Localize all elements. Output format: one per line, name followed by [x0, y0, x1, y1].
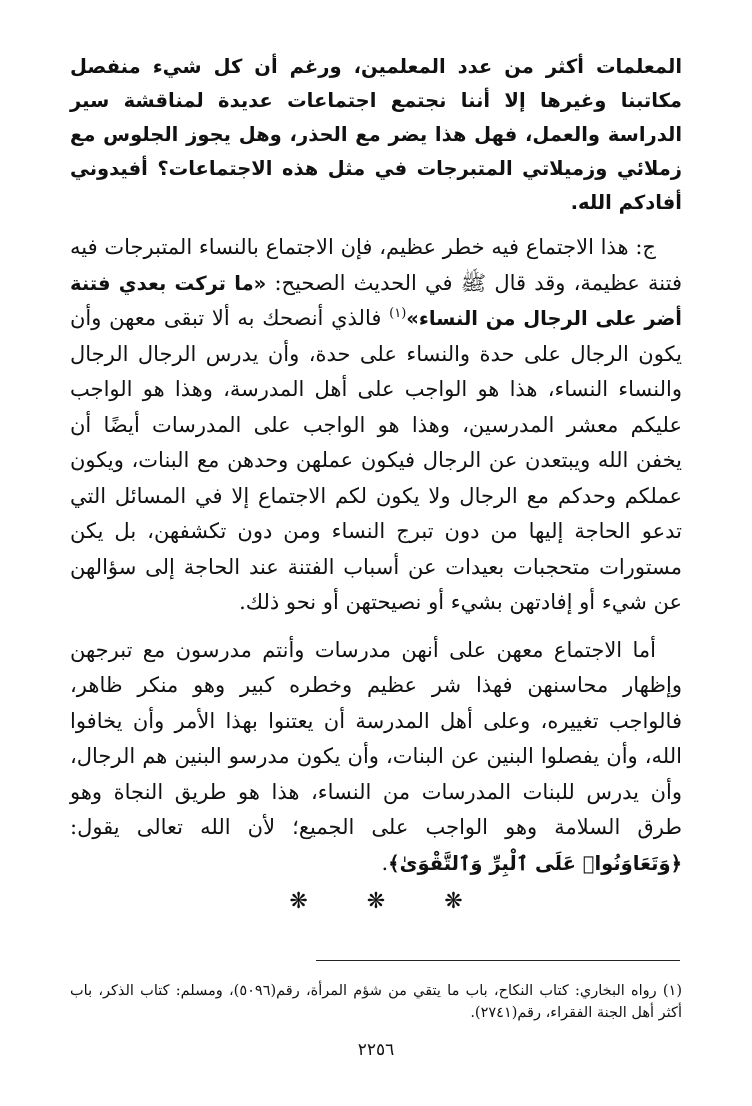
footnote: (١) رواه البخاري: كتاب النكاح، باب ما يتقي من شؤم المرأة، رقم(٥٠٩٦)، ومسلم: كتاب الذكر، باب أكثر أهل الجنة الفقراء، رقم(٢٧٤١).: [70, 983, 682, 1021]
question-text: المعلمات أكثر من عدد المعلمين، ورغم أن كل شيء منفصل مكاتبنا وغيرها إلا أننا نجتمع اجتماعات عديدة لمناقشة سير الدراسة والعمل، فهل هذا يضر مع الحذر، وهل يجوز الجلوس مع زملائي وزميلاتي المتبرجات في مثل هذه الاجتماعات؟ أفيدوني أفادكم الله.: [70, 55, 682, 214]
answer-advice: فالذي أنصحك به ألا تبقى معهن وأن يكون الرجال على حدة والنساء على حدة، وأن يدرس الرجال الرجال والنساء النساء، هذا هو الواجب على أهل المدرسة، وهذا هو الواجب عليكم معشر المدرسين، وهذا هو الواجب على المدرسات أيضًا أن يخفن الله ويبتعدن عن الرجال فيكون عملهن وحدهن مع البنات، ويكون عملكم وحدكم مع الرجال ولا يكون لكم الاجتماع إلا في المسائل التي تدعو الحاجة إليها من دون تبرج النساء ومن دون تكشفهن، بل يكن مستورات متحجبات بعيدات عن أسباب الفتنة عند الحاجة إلى سؤالهن عن شيء أو إفادتهن بشيء أو نصيحتهن أو نحو ذلك.: [70, 306, 682, 614]
second-paragraph: [70, 633, 682, 882]
separator-star-icon: ❋: [366, 889, 386, 914]
footnote-divider: [316, 960, 680, 961]
second-paragraph-end: .: [381, 850, 389, 875]
answer-paragraph: [70, 230, 682, 621]
page-body: [70, 50, 682, 881]
section-separator: [0, 889, 752, 914]
separator-star-icon: ❋: [289, 889, 308, 914]
answer-intro: ج: هذا الاجتماع فيه خطر عظيم، فإن الاجتماع بالنساء المتبرجات فيه فتنة عظيمة، وقد قال ﷺ في الحديث الصحيح:: [70, 235, 682, 295]
hadith-quote: «ما تركت بعدي فتنة أضر على الرجال من النساء»: [70, 271, 682, 330]
second-paragraph-text: أما الاجتماع معهن على أنهن مدرسات وأنتم مدرسون مع تبرجهن وإظهار محاسنهن فهذا شر عظيم وخطره كبير وهو منكر ظاهر، فالواجب تغييره، وعلى أهل المدرسة أن يعتنوا بهذا الأمر وأن يخافوا الله، وأن يفصلوا البنين عن البنات، وأن يكون مدرسو البنين هم الرجال، وأن يدرس للبنات المدرسات من النساء، هذا هو طريق النجاة وهو طرق السلامة وهو الواجب على الجميع؛ لأن الله تعالى يقول:: [70, 637, 682, 839]
footnote-marker[interactable]: (١): [389, 306, 407, 321]
separator-star-icon: ❋: [444, 889, 463, 914]
quran-verse: ﴿وَتَعَاوَنُوا۟ عَلَى ٱلْبِرِّ وَٱلتَّقْوَىٰ﴾: [388, 851, 682, 875]
page-number: ٢٢٥٦: [357, 1040, 395, 1060]
